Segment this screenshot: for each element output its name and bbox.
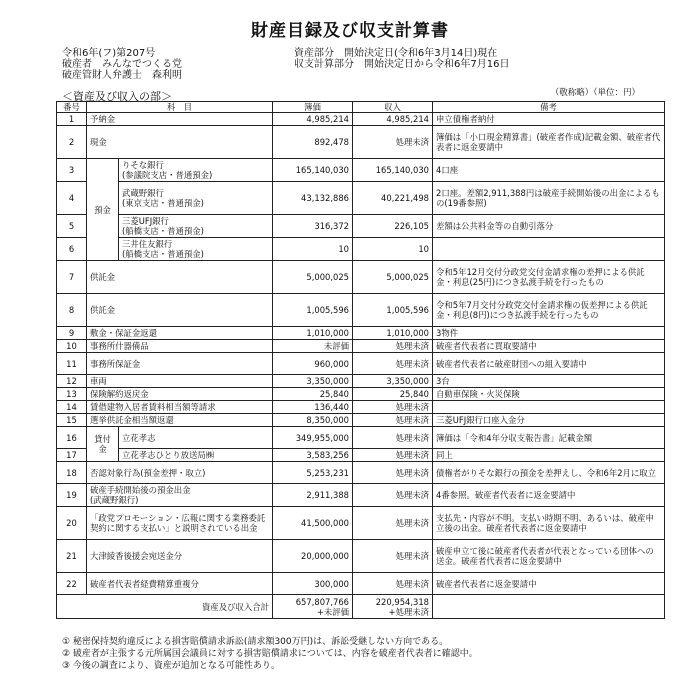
col-item: 科 目 [87,102,273,113]
book-value: 1,010,000 [273,327,353,340]
item-name: 保険解約返戻金 [87,388,273,401]
table-row [57,238,665,261]
item-name: 事務所什器備品 [87,340,273,353]
remarks: 4口座 [433,159,665,182]
item-name: 敷金・保証金返還 [87,327,273,340]
income-value: 処理未済 [353,484,433,507]
row-number: 14 [57,401,87,414]
trustee-name: 破産管財人弁護士 森利明 [62,70,182,81]
row-number: 8 [57,294,87,327]
income-value: 10 [353,238,433,261]
col-book: 簿価 [273,102,353,113]
remarks: 自動車保険・火災保険 [433,388,665,401]
income-value: 処理未済 [353,449,433,462]
table-row [57,375,665,388]
total-income [353,595,433,619]
table-row [57,484,665,507]
table-row [57,573,665,595]
total-book-note: +未評価 [316,606,349,617]
row-number: 1 [57,113,87,126]
total-book-value: 657,807,766 [295,596,349,607]
item-name: 車両 [87,375,273,388]
income-value: 処理未済 [353,340,433,353]
remarks: 差額は公共料金等の自動引落分 [433,215,665,238]
col-no: 番号 [57,102,87,113]
remarks: 4番参照。破産者代表者に返金要請中 [433,484,665,507]
remarks: 同上 [433,449,665,462]
case-number: 令和6年(フ)第207号 [62,48,156,59]
remarks: 支払先・内容が不明。支払い時期不明、あるいは、破産申立後の出金。破産者代表者に返金要請中 [433,507,665,540]
income-value: 3,350,000 [353,375,433,388]
table-row [57,449,665,462]
row-number: 11 [57,353,87,375]
total-book [273,595,353,619]
book-value: 316,372 [273,215,353,238]
table-row [57,327,665,340]
table-row [57,159,665,182]
table-row [57,427,665,449]
units-note: （敬称略）（単位：円） [550,88,640,98]
item-name: 賃借建物入居者賃料相当額等請求 [87,401,273,414]
table-row [57,182,665,215]
total-remarks [433,595,665,619]
income-value: 5,000,025 [353,261,433,294]
case-info [62,48,182,81]
item-name: 立花孝志 [119,427,273,449]
book-value: 892,478 [273,126,353,159]
income-value: 25,840 [353,388,433,401]
row-number: 20 [57,507,87,540]
table-row [57,113,665,126]
row-number: 17 [57,449,87,462]
item-name: りそな銀行 (参議院支店・普通預金) [119,159,273,182]
total-row [57,595,665,619]
row-number: 5 [57,215,87,238]
item-name: 否認対象行為(預金差押・取立) [87,462,273,484]
income-value: 処理未済 [353,507,433,540]
remarks: 破産申立て後に破産者代表者が代表となっている団体への送金。破産者代表者に返金要請中 [433,540,665,573]
period-info [294,48,509,70]
remarks: 令和5年12月交付分政党交付金請求権の差押による供託金・利息(25円)につき払渡手続を行ったもの [433,261,665,294]
table-row [57,414,665,427]
table-row [57,126,665,159]
book-value: 10 [273,238,353,261]
income-value: 226,105 [353,215,433,238]
table-row [57,388,665,401]
table-row [57,540,665,573]
item-name: 破産者代表者経費精算重複分 [87,573,273,595]
item-name: 「政党プロモーション・広報に関する業務委託契約に関する支払い」と説明されている出金 [87,507,273,540]
remarks [433,238,665,261]
book-value: 41,500,000 [273,507,353,540]
income-value: 処理未済 [353,126,433,159]
book-value: 960,000 [273,353,353,375]
remarks: 債権者がりそな銀行の預金を差押えし、令和6年2月に取立 [433,462,665,484]
bankrupt-name: 破産者 みんなでつくる党 [62,59,182,70]
income-value: 処理未済 [353,401,433,414]
book-value: 未評価 [273,340,353,353]
item-name: 事務所保証金 [87,353,273,375]
table-header-row [57,102,665,113]
item-name: 供託金 [87,261,273,294]
income-value: 165,140,030 [353,159,433,182]
table-row [57,507,665,540]
footnote: ③ 今後の調査により、資産が追加となる可能性あり。 [62,661,280,671]
income-value: 4,985,214 [353,113,433,126]
income-value: 処理未済 [353,573,433,595]
remarks: 簿価は「令和4年分収支報告書」記載金額 [433,427,665,449]
table-row [57,462,665,484]
col-remarks: 備考 [433,102,665,113]
item-name: 選挙供託金相当額返還 [87,414,273,427]
row-number: 4 [57,182,87,215]
total-income-note: +処理未済 [388,606,429,617]
item-name: 破産手続開始後の預金出金 (武蔵野銀行) [87,484,273,507]
item-name: 予納金 [87,113,273,126]
book-value: 43,132,886 [273,182,353,215]
book-value: 20,000,000 [273,540,353,573]
income-period: 収支計算部分 開始決定日から令和6年7月16日 [294,59,510,70]
table-row [57,261,665,294]
table-row [57,353,665,375]
book-value: 3,350,000 [273,375,353,388]
income-value: 処理未済 [353,353,433,375]
income-value: 1,005,596 [353,294,433,327]
income-value: 処理未済 [353,427,433,449]
footnote: ② 破産者が主張する元所属国会議員に対する損害賠償請求については、内容を破産者代表者に確認中。 [62,649,478,659]
remarks: 申立債権者納付 [433,113,665,126]
remarks: 令和5年7月交付分政党交付金請求権の仮差押による供託金・利息(8円)につき払渡手続を行ったもの [433,294,665,327]
asset-period: 資産部分 開始決定日(令和6年3月14日)現在 [294,48,498,59]
row-number: 3 [57,159,87,182]
item-name: 立花孝志ひとり放送局㈱ [119,449,273,462]
row-number: 6 [57,238,87,261]
footnote: ① 秘密保持契約違反による損害賠償請求訴訟(請求額300万円)は、訴訟受継しない方向である。 [62,637,449,647]
row-number: 16 [57,427,87,449]
item-name: 現金 [87,126,273,159]
remarks: 三菱UFJ銀行口座入金分 [433,414,665,427]
income-value: 40,221,498 [353,182,433,215]
table-row [57,340,665,353]
row-number: 13 [57,388,87,401]
total-income-value: 220,954,318 [375,596,429,607]
item-name: 武蔵野銀行 (東京支店・普通預金) [119,182,273,215]
remarks: 2口座。差額2,911,388円は破産手続開始後の出金によるもの(19番参照) [433,182,665,215]
group-label: 貸付金 [87,427,119,462]
row-number: 12 [57,375,87,388]
book-value: 5,000,025 [273,261,353,294]
remarks: 破産者代表者に破産財団への組入要請中 [433,353,665,375]
item-name: 三菱UFJ銀行 (船橋支店・普通預金) [119,215,273,238]
row-number: 7 [57,261,87,294]
income-value: 1,010,000 [353,327,433,340]
book-value: 1,005,596 [273,294,353,327]
remarks: 破産者代表者に買取要請中 [433,340,665,353]
book-value: 349,955,000 [273,427,353,449]
book-value: 4,985,214 [273,113,353,126]
row-number: 18 [57,462,87,484]
row-number: 21 [57,540,87,573]
income-value: 処理未済 [353,462,433,484]
table-row [57,294,665,327]
book-value: 136,440 [273,401,353,414]
row-number: 2 [57,126,87,159]
remarks: 3物件 [433,327,665,340]
book-value: 5,253,231 [273,462,353,484]
item-name: 三井住友銀行 (船橋支店・普通預金) [119,238,273,261]
remarks: 3台 [433,375,665,388]
page-title: 財産目録及び収支計算書 [251,21,449,41]
asset-table [56,101,665,619]
book-value: 165,140,030 [273,159,353,182]
income-value: 処理未済 [353,414,433,427]
group-label: 預金 [87,159,119,261]
footnotes [62,636,478,672]
book-value: 8,350,000 [273,414,353,427]
row-number: 10 [57,340,87,353]
row-number: 19 [57,484,87,507]
book-value: 2,911,388 [273,484,353,507]
row-number: 15 [57,414,87,427]
remarks: 破産者代表者に返金要請中 [433,573,665,595]
book-value: 25,840 [273,388,353,401]
item-name: 供託金 [87,294,273,327]
row-number: 22 [57,573,87,595]
total-label: 資産及び収入合計 [57,595,273,619]
section-title: ＜資産及び収入の部＞ [62,90,172,103]
col-income: 収入 [353,102,433,113]
remarks: 簿価は「小口現金精算書」(破産者作成)記載金額、破産者代表者に返金要請中 [433,126,665,159]
item-name: 大津綾香後援会宛送金分 [87,540,273,573]
book-value: 3,583,256 [273,449,353,462]
table-row [57,215,665,238]
remarks [433,401,665,414]
book-value: 300,000 [273,573,353,595]
income-value: 処理未済 [353,540,433,573]
row-number: 9 [57,327,87,340]
table-row [57,401,665,414]
